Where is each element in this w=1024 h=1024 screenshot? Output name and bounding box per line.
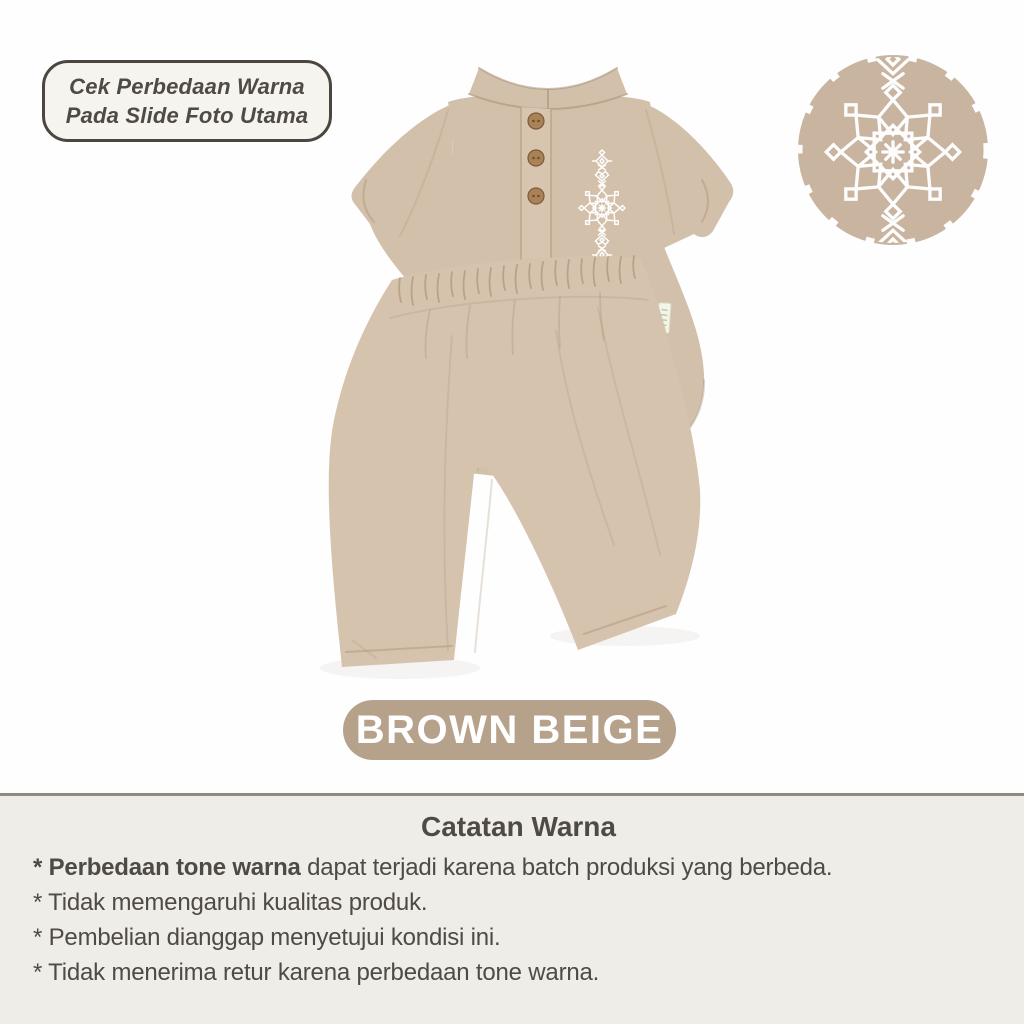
- badge-line-1: Cek Perbedaan Warna: [69, 74, 305, 99]
- pants-body: [329, 256, 701, 667]
- notes-list: [33, 855, 1004, 985]
- shirt-left-sleeve: [352, 104, 452, 292]
- color-name-label: BROWN BEIGE: [355, 707, 664, 752]
- detail-circle: [796, 0, 990, 320]
- note-item: * Pembelian dianggap menyetujui kondisi ini.: [33, 924, 501, 951]
- color-check-badge: [42, 60, 332, 142]
- pants: [329, 256, 701, 667]
- buttons: [528, 113, 544, 204]
- color-name-badge: [343, 700, 676, 760]
- color-notes-section: [0, 793, 1024, 1024]
- notes-title: Catatan Warna: [420, 811, 616, 842]
- note-item: * Tidak menerima retur karena perbedaan tone warna.: [33, 959, 600, 986]
- note-item: * Perbedaan tone warna dapat terjadi karena batch produksi yang berbeda.: [33, 854, 833, 881]
- note-item: * Tidak memengaruhi kualitas produk.: [33, 889, 428, 916]
- badge-line-2: Pada Slide Foto Utama: [65, 103, 309, 128]
